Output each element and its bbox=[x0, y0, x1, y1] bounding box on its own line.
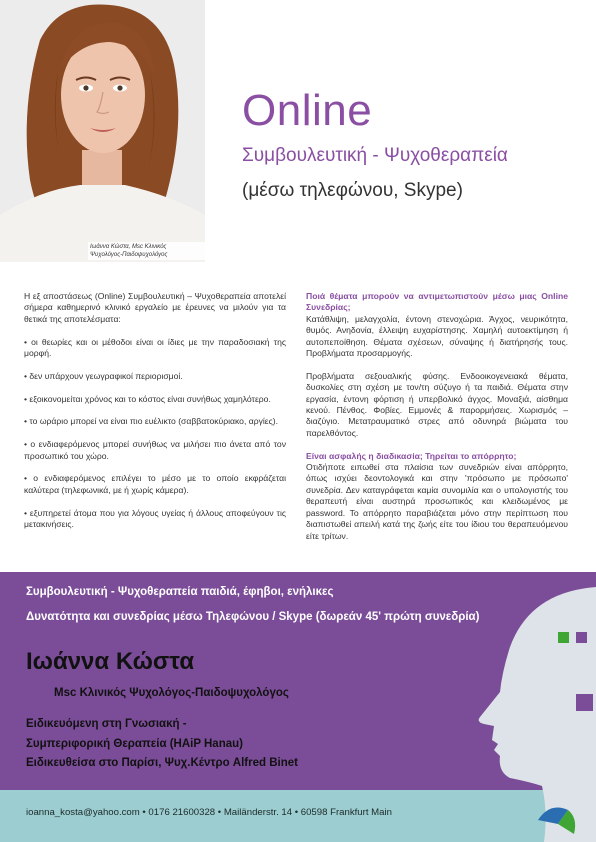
specialization-line-2: Συμπεριφορική Θεραπεία (HAiP Hanau) bbox=[26, 738, 243, 750]
headline-subtitle: Συμβουλευτική - Ψυχοθεραπεία bbox=[242, 145, 508, 166]
topics-paragraph-2: Προβλήματα σεξουαλικής φύσης. Ενδοοικογενειακά θέματα, δυσκολίες στη σχέση με τον/τη σύζυγο ή τα παιδιά. Θέματα στην εργασία, έντονη φόρτιση ή υπερβολικό άγχος. Μοναξιά, αίσθημα κενού. Πένθος. Φοβίες. Εμμονές & παρορμήσεις. Χωρισμός – διαζύγιο. Μετατραυματικό στρες από οδυνηρά βιώματα του παρελθόντος. bbox=[306, 370, 568, 438]
caption-line-1: Ιωάννα Κώστα, Msc Κλινικός bbox=[90, 244, 167, 250]
therapist-name: Ιωάννα Κώστα bbox=[26, 648, 195, 675]
photo-caption bbox=[88, 242, 210, 260]
caption-line-2: Ψυχολόγος-Παιδοψυχολόγος bbox=[90, 252, 168, 258]
bullet-point: • το ωράριο μπορεί να είναι πιο ευέλικτο (σαββατοκύριακο, αργίες). bbox=[24, 416, 279, 427]
intro-paragraph: Η εξ αποστάσεως (Online) Συμβουλευτική – Ψυχοθεραπεία αποτελεί σήμερα καθημερινό κλινικό εργαλείο με έρευνες να μιλούν για τα θετικά της αποτελέσματα: bbox=[24, 291, 286, 324]
headline-subtitle-2: (μέσω τηλεφώνου, Skype) bbox=[242, 180, 463, 201]
bullet-point: • εξυπηρετεί άτομα που για λόγους υγείας ή άλλους αποφεύγουν τις μετακινήσεις. bbox=[24, 507, 286, 530]
bullet-point: • εξοικονομείται χρόνος και το κόστος είναι συνήθως χαμηλότερο. bbox=[24, 393, 271, 404]
portrait-illustration bbox=[0, 0, 205, 262]
services-line: Συμβουλευτική - Ψυχοθεραπεία παιδιά, έφηβοι, ενήλικες bbox=[26, 586, 334, 598]
bullet-point: • οι θεωρίες και οι μέθοδοι είναι οι ίδιες με την παραδοσιακή της μορφή. bbox=[24, 336, 286, 359]
bullet-point: • ο ενδιαφερόμενος επιλέγει το μέσο με το οποίο εκφράζεται καλύτερα (τηλεφωνικά, με ή χωρίς κάμερα). bbox=[24, 473, 286, 495]
headline-title: Online bbox=[242, 86, 373, 135]
head-silhouette-icon bbox=[440, 572, 596, 842]
bullet-point: • ο ενδιαφερόμενος μπορεί συνήθως να μιλήσει πιο άνετα από τον προσωπικό του χώρο. bbox=[24, 439, 286, 461]
question-heading-topics: Ποιά θέματα μπορούν να αντιμετωπιστούν μέσω μιας Online Συνεδρίας; bbox=[306, 291, 568, 313]
contact-info: ioanna_kosta@yahoo.com • 0176 21600328 • Mailänderstr. 14 • 60598 Frankfurt Main bbox=[26, 807, 392, 818]
specialization-line-1: Ειδικευόμενη στη Γνωσιακή - bbox=[26, 718, 187, 730]
left-column bbox=[24, 291, 286, 542]
therapist-role: Msc Κλινικός Ψυχολόγος-Παιδοψυχολόγος bbox=[54, 687, 289, 699]
portrait-photo bbox=[0, 0, 205, 262]
bullet-point: • δεν υπάρχουν γεωγραφικοί περιορισμοί. bbox=[24, 370, 183, 381]
right-column bbox=[306, 291, 568, 553]
question-heading-safety: Είναι ασφαλής η διαδικασία; Τηρείται το απόρρητο; bbox=[306, 450, 517, 461]
safety-paragraph: Οτιδήποτε ειπωθεί στα πλαίσια των συνεδριών είναι απόρρητο, όπως ισχύει δεοντολογικά και στην 'πρόσωπο με πρόσωπο' συνεδρία. Δεν καταγράφεται καμία συνομιλία και ο υπολογιστής του θεραπευτή είναι αυστηρά προσωπικός και κλειδωμένος με password. Το απόρρητο παραβιάζεται μόνο στην περίπτωση που διαπιστωθεί απειλή κατά της ζωής είτε του ίδιου του θεραπευόμενου είτε τρίτων. bbox=[306, 462, 568, 541]
topics-paragraph-1: Κατάθλιψη, μελαγχολία, έντονη στενοχώρια. Άγχος, νευρικότητα, θυμός. Ανηδονία, έλλειψη ευχαρίστησης. Χαμηλή αυτοεκτίμηση ή αυτοπεποίθηση. Θέματα σχέσεων, σύναψης ή διατήρησής τους. Προβλήματα προσαρμογής. bbox=[306, 313, 568, 359]
specialization-line-3: Ειδικευθείσα στο Παρίσι, Ψυχ.Κέντρο Alfred Binet bbox=[26, 757, 298, 769]
sessions-line: Δυνατότητα και συνεδρίας μέσω Τηλεφώνου / Skype (δωρεάν 45' πρώτη συνεδρία) bbox=[26, 611, 480, 623]
